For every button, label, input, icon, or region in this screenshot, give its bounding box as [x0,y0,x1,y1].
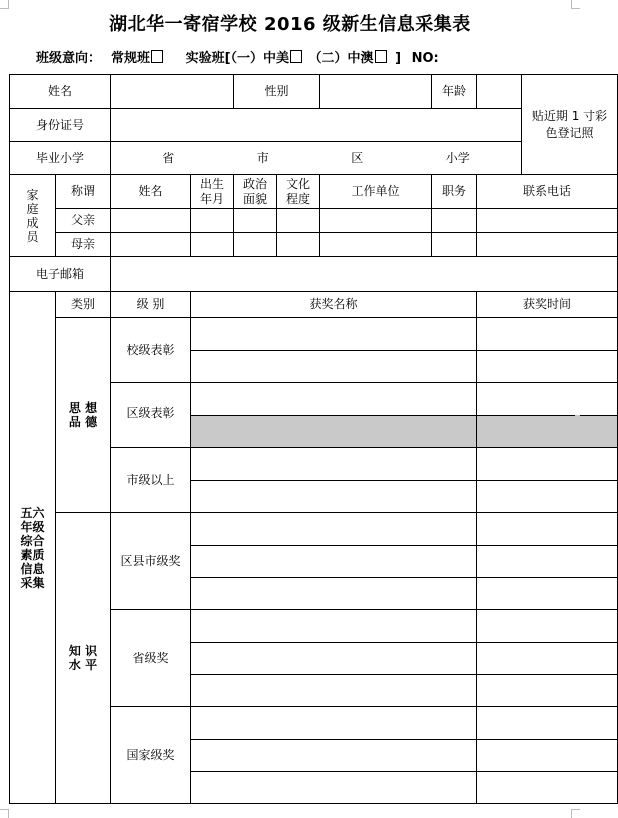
national-award-name-3[interactable] [191,772,477,804]
mother-position-field[interactable] [432,233,477,257]
national-award-time-2[interactable] [477,740,618,772]
father-politics-field[interactable] [234,209,277,233]
work-unit-header: 工作单位 [320,175,432,209]
school-award-time-2[interactable] [477,351,618,383]
photo-box[interactable]: 贴近期 1 寸彩色登记照 [522,75,618,175]
info-form-table [9,74,618,804]
school-award-name-2[interactable] [191,351,477,383]
id-card-field[interactable] [111,109,522,142]
county-award-time-2[interactable] [477,546,618,578]
school-award-time-1[interactable] [477,318,618,351]
mother-phone-field[interactable] [477,233,618,257]
county-award-time-1[interactable] [477,513,618,546]
mother-work-field[interactable] [320,233,432,257]
job-title-header: 职务 [432,175,477,209]
city-award-time-1[interactable] [477,448,618,481]
experimental-class-option-2: （二）中澳 [308,51,374,66]
national-level-label: 国家级奖 [111,707,191,804]
district-award-name-2[interactable] [191,416,477,448]
mother-name-field[interactable] [111,233,191,257]
father-education-field[interactable] [277,209,320,233]
relation-header: 称谓 [56,175,111,209]
family-name-header: 姓名 [111,175,191,209]
gender-field[interactable] [320,75,432,109]
class-intent-label: 班级意向： [36,51,102,66]
county-award-time-3[interactable] [477,578,618,610]
father-phone-field[interactable] [477,209,618,233]
national-award-time-1[interactable] [477,707,618,740]
category-header: 类别 [56,292,111,318]
father-birth-field[interactable] [191,209,234,233]
district-award-time-2[interactable] [477,416,618,448]
school-award-name-1[interactable] [191,318,477,351]
county-award-name-2[interactable] [191,546,477,578]
district-award-time-1[interactable] [477,383,618,416]
province-award-name-3[interactable] [191,675,477,707]
mother-politics-field[interactable] [234,233,277,257]
regular-class-checkbox[interactable] [151,50,163,63]
city-award-time-2[interactable] [477,481,618,513]
email-label: 电子邮箱 [10,257,111,292]
city-award-name-1[interactable] [191,448,477,481]
province-award-time-3[interactable] [477,675,618,707]
county-level-label: 区县市级奖 [111,513,191,610]
regular-class-option: 常规班 [111,51,151,66]
father-position-field[interactable] [432,209,477,233]
province-award-name-2[interactable] [191,643,477,675]
family-members-label: 家庭成员 [10,175,56,257]
mother-label: 母亲 [56,233,111,257]
province-level-label: 省级奖 [111,610,191,707]
father-label: 父亲 [56,209,111,233]
serial-number-label: NO: [411,51,439,66]
level-header: 级 别 [111,292,191,318]
city-label: 市 [256,150,269,165]
name-field[interactable] [111,75,234,109]
phone-header: 联系电话 [477,175,618,209]
primary-school-field[interactable] [111,142,522,175]
au-class-checkbox[interactable] [375,50,387,63]
county-award-name-1[interactable] [191,513,477,546]
province-label: 省 [162,150,175,165]
age-field[interactable] [477,75,522,109]
quality-info-section-label: 五六年级综合素质信息采集 [10,292,56,804]
primary-label: 小学 [445,150,470,165]
gender-label: 性别 [234,75,320,109]
city-level-label: 市级以上 [111,448,191,513]
school-level-label: 校级表彰 [111,318,191,383]
education-header: 文化程度 [277,175,320,209]
knowledge-category-label: 知 识 水 平 [56,513,111,804]
district-award-name-1[interactable] [191,383,477,416]
moral-category-label: 思 想 品 德 [56,318,111,513]
national-award-time-3[interactable] [477,772,618,804]
award-name-header: 获奖名称 [191,292,477,318]
province-award-name-1[interactable] [191,610,477,643]
selection-marker [575,415,580,427]
mother-birth-field[interactable] [191,233,234,257]
age-label: 年龄 [432,75,477,109]
politics-header: 政治面貌 [234,175,277,209]
province-award-time-2[interactable] [477,643,618,675]
national-award-name-1[interactable] [191,707,477,740]
province-award-time-1[interactable] [477,610,618,643]
us-class-checkbox[interactable] [290,50,302,63]
experimental-class-option-1: 实验班[（一）中美 [185,51,290,66]
class-intent-line [36,47,449,66]
national-award-name-2[interactable] [191,740,477,772]
primary-school-label: 毕业小学 [10,142,111,175]
email-field[interactable] [111,257,618,292]
mother-education-field[interactable] [277,233,320,257]
father-work-field[interactable] [320,209,432,233]
bracket-close: ] [395,51,402,66]
birth-header: 出生年月 [191,175,234,209]
father-name-field[interactable] [111,209,191,233]
form-title: 湖北华一寄宿学校 2016 级新生信息采集表 [109,14,471,35]
district-label: 区 [351,150,364,165]
district-level-label: 区级表彰 [111,383,191,448]
id-card-label: 身份证号 [10,109,111,142]
name-label: 姓名 [10,75,111,109]
city-award-name-2[interactable] [191,481,477,513]
award-time-header: 获奖时间 [477,292,618,318]
county-award-name-3[interactable] [191,578,477,610]
